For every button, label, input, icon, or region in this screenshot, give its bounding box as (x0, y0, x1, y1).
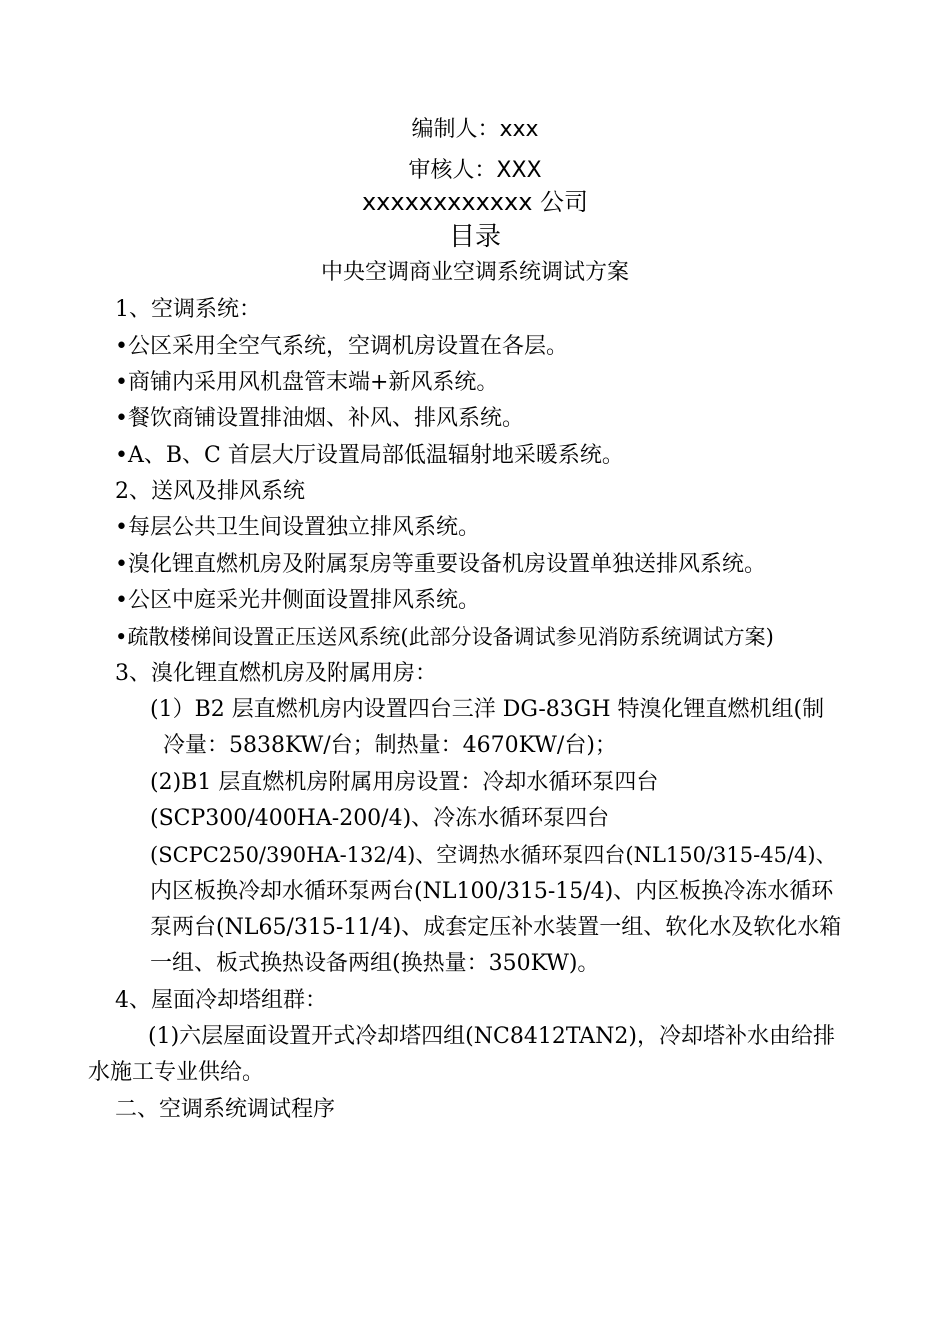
section-3-heading: 3、溴化锂直燃机房及附属用房： (115, 661, 437, 686)
list-item: •溴化锂直燃机房及附属泵房等重要设备机房设置单独送排风系统。 (115, 552, 766, 577)
paragraph-line: 泵两台(NL65/315-11/4)、成套定压补水装置一组、软化水及软化水箱 (150, 915, 842, 940)
list-item: •疏散楼梯间设置正压送风系统(此部分设备调试参见消防系统调试方案) (115, 625, 774, 649)
paragraph-line: (1)六层屋面设置开式冷却塔四组(NC8412TAN2)，冷却塔补水由给排 (148, 1024, 836, 1049)
paragraph-line: 水施工专业供给。 (88, 1060, 265, 1085)
part-2-heading: 二、空调系统调试程序 (115, 1097, 336, 1122)
list-item: •A、B、C 首层大厅设置局部低温辐射地采暖系统。 (115, 443, 624, 468)
paragraph-line: (2)B1 层直燃机房附属用房设置：冷却水循环泵四台 (150, 770, 659, 795)
list-item: •每层公共卫生间设置独立排风系统。 (115, 515, 480, 540)
paragraph-line: 冷量：5838KW/台；制热量：4670KW/台)； (163, 733, 617, 758)
paragraph-line: 一组、板式换热设备两组(换热量：350KW)。 (150, 951, 600, 976)
company-name: xxxxxxxxxxxx 公司 (361, 188, 589, 216)
list-item: •餐饮商铺设置排油烟、补风、排风系统。 (115, 406, 524, 431)
compiler-line: 编制人：xxx (411, 117, 539, 142)
list-item: •公区采用全空气系统，空调机房设置在各层。 (115, 334, 568, 359)
paragraph-line: (SCPC250/390HA-132/4)、空调热水循环泵四台(NL150/315-45/4)、 (150, 843, 837, 867)
reviewer-line: 审核人：XXX (408, 158, 542, 183)
paragraph-line: 内区板换冷却水循环泵两台(NL100/315-15/4)、内区板换冷冻水循环 (150, 879, 834, 904)
document-title: 中央空调商业空调系统调试方案 (320, 260, 629, 285)
paragraph-line: (SCP300/400HA-200/4)、冷冻水循环泵四台 (150, 806, 610, 831)
list-item: •商铺内采用风机盘管末端+新风系统。 (115, 370, 499, 395)
list-item: •公区中庭采光井侧面设置排风系统。 (115, 588, 480, 613)
section-1-heading: 1、空调系统： (115, 297, 261, 322)
section-4-heading: 4、屋面冷却塔组群： (115, 988, 327, 1013)
toc-heading: 目录 (448, 222, 501, 252)
paragraph-line: (1）B2 层直燃机房内设置四台三洋 DG-83GH 特溴化锂直燃机组(制 (150, 697, 825, 722)
section-2-heading: 2、送风及排风系统 (115, 479, 305, 504)
